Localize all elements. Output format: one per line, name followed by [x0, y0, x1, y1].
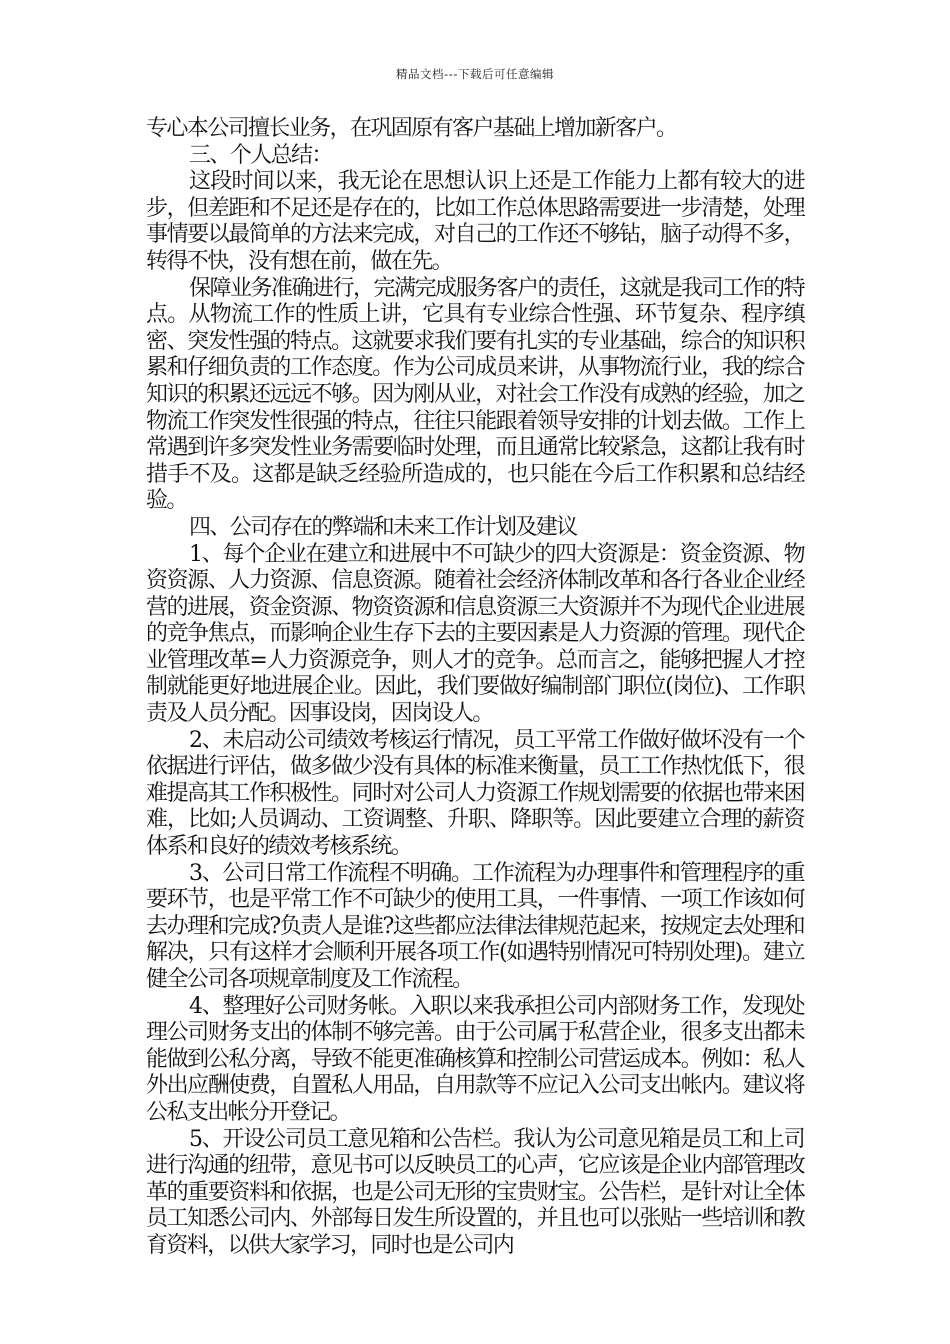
paragraph: 这段时间以来，我无论在思想认识上还是工作能力上都有较大的进步，但差距和不足还是存在的，比如工作总体思路需要进一步清楚，处理事情要以最简单的方法来完成，对自己的工作还不够钻，脑子动得不多，转得不快，没有想在前，做在先。: [146, 169, 804, 274]
paragraph: 2、未启动公司绩效考核运行情况，员工平常工作做好做坏没有一个依据进行评估，做多做少没有具体的标准来衡量，员工工作热忱低下，很难提高其工作积极性。同时对公司人力资源工作规划需要的依据也带来困难，比如;人员调动、工资调整、升职、降职等。因此要建立合理的薪资体系和良好的绩效考核系统。: [146, 727, 804, 860]
paragraph: 4、整理好公司财务帐。入职以来我承担公司内部财务工作，发现处理公司财务支出的体制不够完善。由于公司属于私营企业，很多支出都未能做到公私分离，导致不能更准确核算和控制公司营运成本。例如：私人外出应酬使费，自置私人用品，自用款等不应记入公司支出帐内。建议将公私支出帐分开登记。: [146, 993, 804, 1125]
paragraph: 5、开设公司员工意见箱和公告栏。我认为公司意见箱是员工和上司进行沟通的纽带，意见书可以反映员工的心声，它应该是企业内部管理改革的重要资料和依据，也是公司无形的宝贵财宝。公告栏，是针对让全体员工知悉公司内、外部每日发生所设置的，并且也可以张贴一些培训和教育资料，以供大家学习，同时也是公司内: [146, 1126, 804, 1258]
paragraph: 3、公司日常工作流程不明确。工作流程为办理事件和管理程序的重要环节，也是平常工作不可缺少的使用工具，一件事情、一项工作该如何去办理和完成?负责人是谁?这些都应法律法律规范起来，按规定去处理和解决，只有这样才会顺利开展各项工作(如遇特别情况可特别处理)。建立健全公司各项规章制度及工作流程。: [146, 860, 804, 992]
document-body: [146, 116, 804, 1260]
page-header: 精品文档---下载后可任意编辑: [396, 67, 554, 81]
paragraph: 保障业务准确进行，完满完成服务客户的责任，这就是我司工作的特点。从物流工作的性质上讲，它具有专业综合性强、环节复杂、程序缜密、突发性强的特点。这就要求我们要有扎实的专业基础，综合的知识积累和仔细负责的工作态度。作为公司成员来讲，从事物流行业，我的综合知识的积累还远远不够。因为刚从业，对社会工作没有成熟的经验，加之物流工作突发性很强的特点，往往只能跟着领导安排的计划去做。工作上常遇到许多突发性业务需要临时处理，而且通常比较紧急，这都让我有时措手不及。这都是缺乏经验所造成的，也只能在今后工作积累和总结经验。: [146, 275, 804, 514]
paragraph: 1、每个企业在建立和进展中不可缺少的四大资源是：资金资源、物资资源、人力资源、信息资源。随着社会经济体制改革和各行各业企业经营的进展，资金资源、物资资源和信息资源三大资源并不为现代企业进展的竞争焦点，而影响企业生存下去的主要因素是人力资源的管理。现代企业管理改革=人力资源竞争，则人才的竞争。总而言之，能够把握人才控制就能更好地进展企业。因此，我们要做好编制部门职位(岗位)、工作职责及人员分配。因事设岗，因岗设人。: [146, 541, 804, 727]
section-heading: 四、公司存在的弊端和未来工作计划及建议: [189, 514, 577, 540]
paragraph: 专心本公司擅长业务，在巩固原有客户基础上增加新客户。: [146, 116, 677, 141]
section-heading: 三、个人总结：: [189, 142, 332, 168]
